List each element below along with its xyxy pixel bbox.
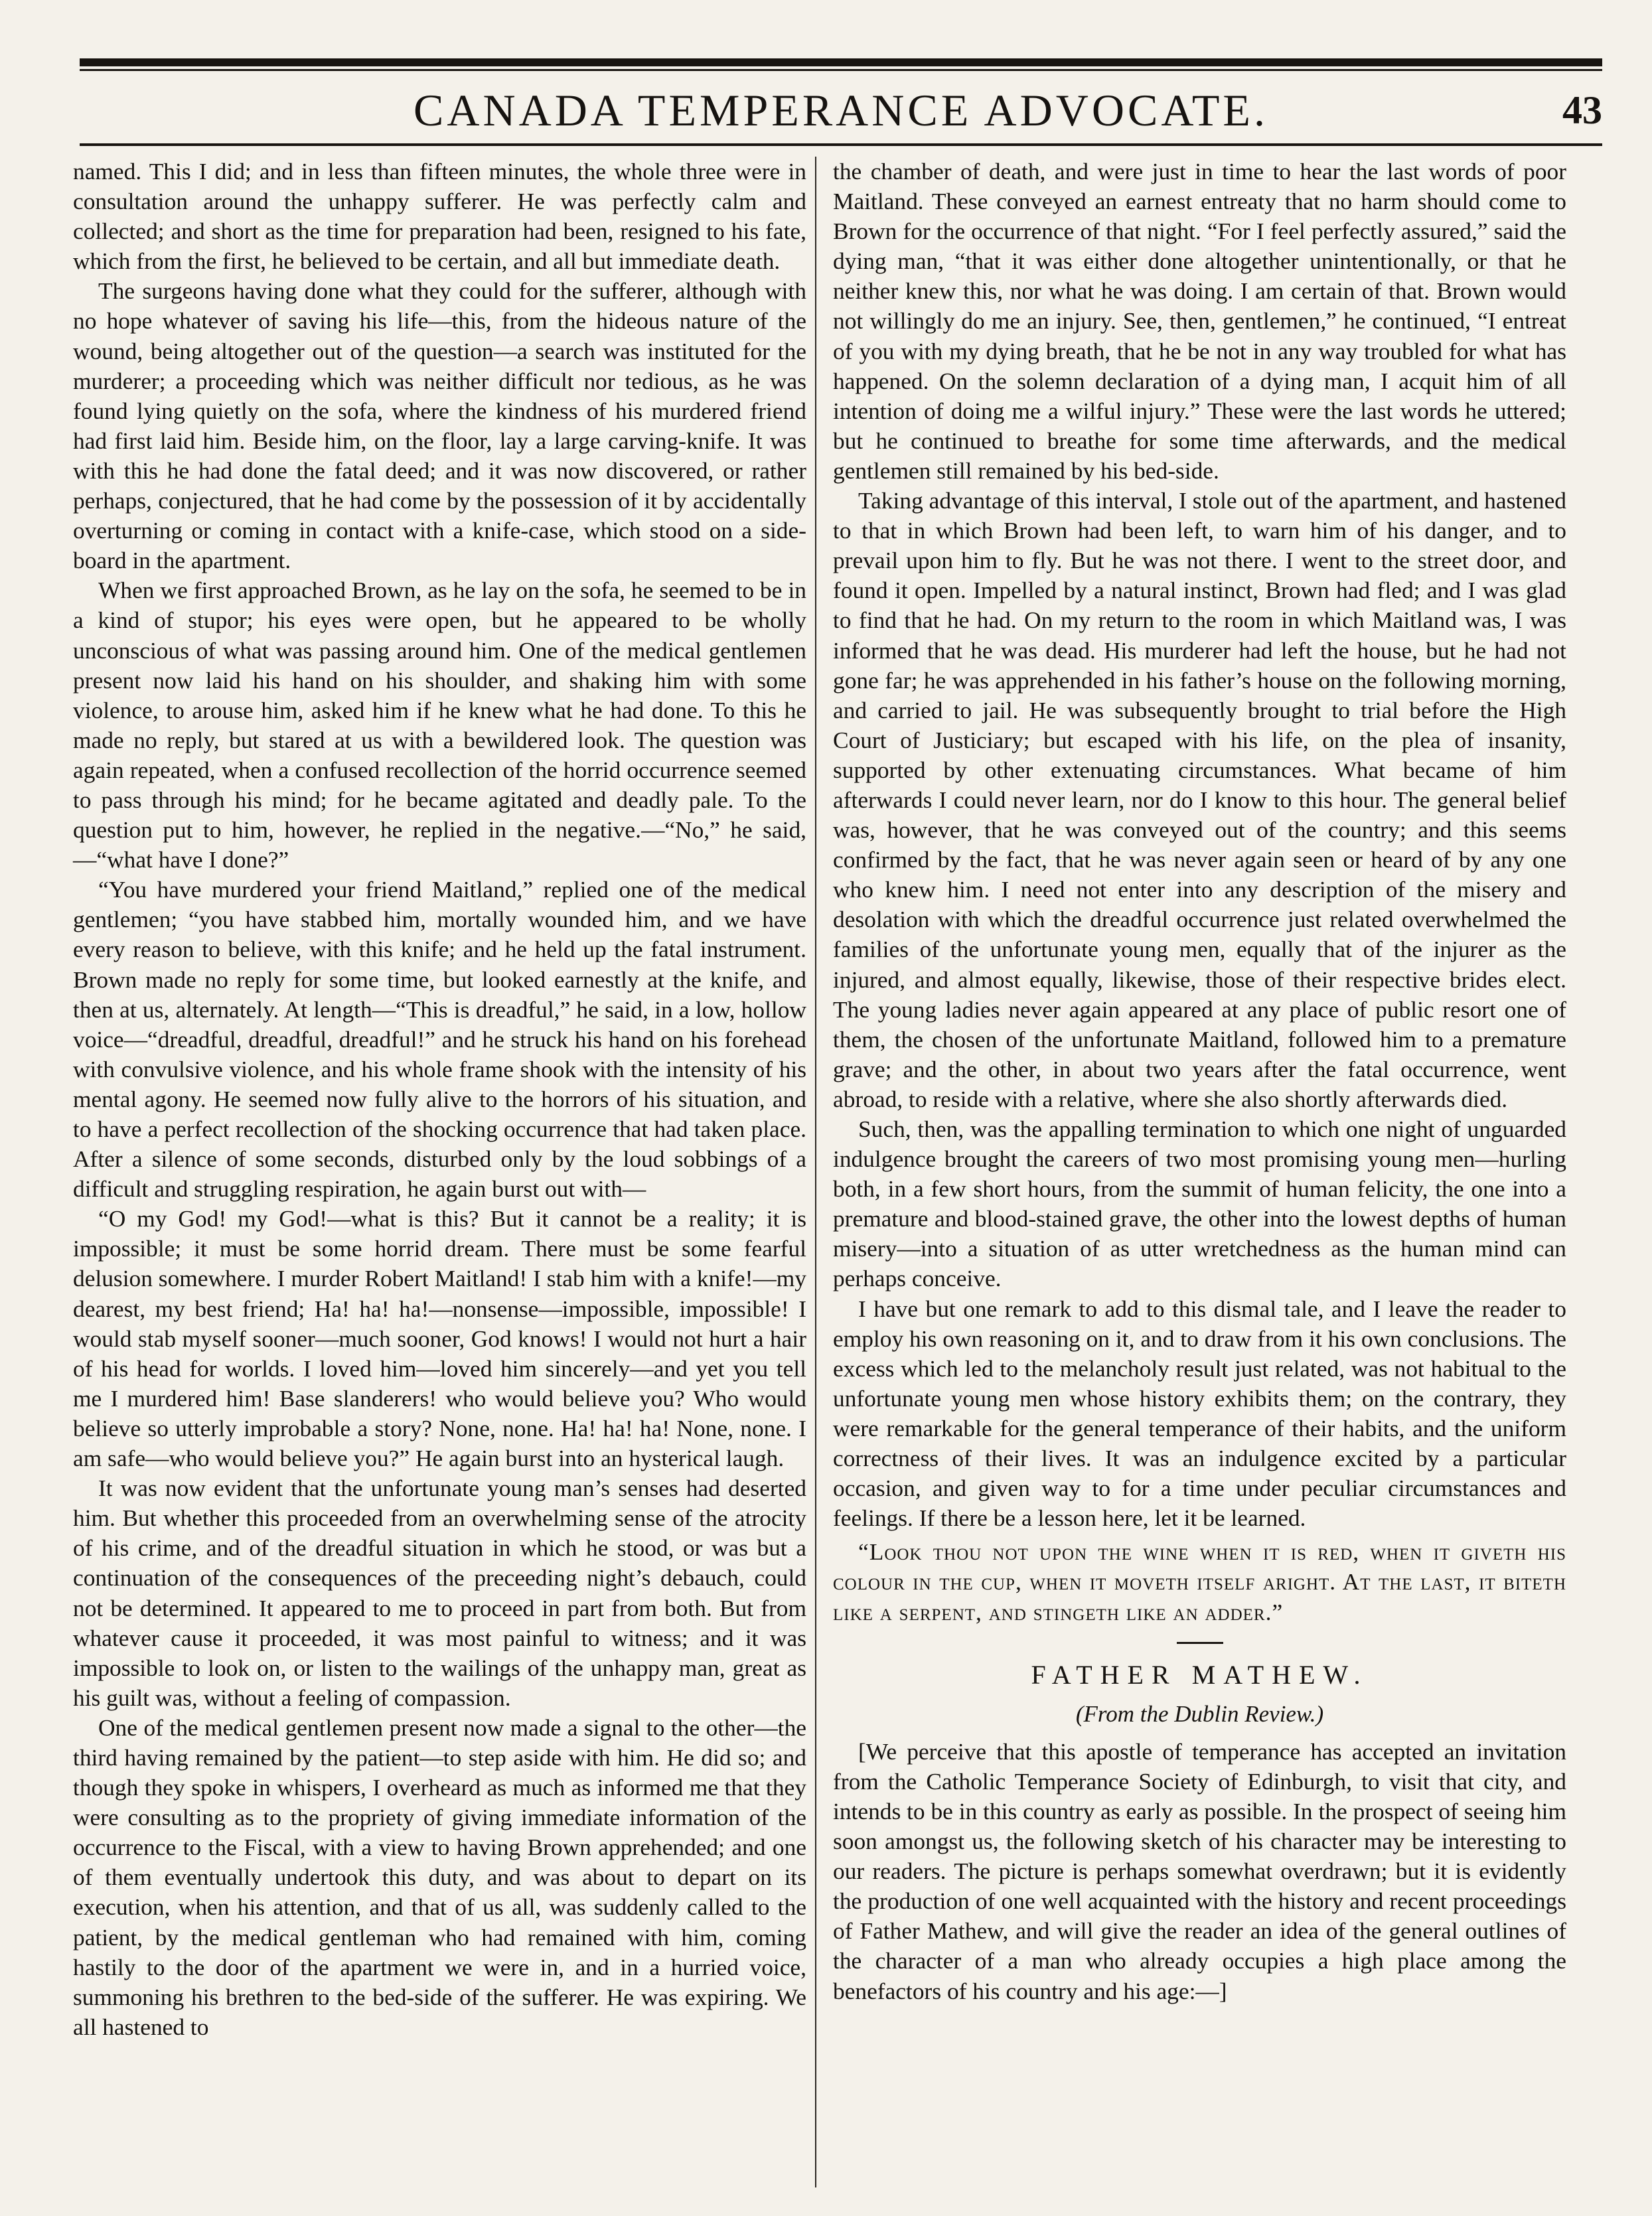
- newspaper-title: CANADA TEMPERANCE ADVOCATE.: [413, 85, 1268, 135]
- column-divider: [815, 157, 816, 2187]
- article-paragraph: I have but one remark to add to this dismal tale, and I leave the reader to employ his own reasoning on it, and to draw from it his own conclusions. The excess which led to the melancholy result just related, was not habitual to the unfortunate young men whose history exhibits them; on the contrary, they were remarkable for the general temperance of their habits, and the uniform correctness of their lives. It was an indulgence excited by a particular occasion, and given way to for a time under peculiar circumstances and feelings. If there be a lesson here, let it be learned.: [833, 1295, 1566, 1532]
- section-source: (From the Dublin Review.): [1075, 1700, 1324, 1727]
- article-paragraph: The surgeons having done what they could for the sufferer, although with no hope whatever of saving his life—this, from the hideous nature of the wound, being altogether out of the question—a search was instituted for the murderer; a proceeding which was neither difficult nor tedious, as he was found lying quietly on the sofa, where the kindness of his murdered friend had first laid him. Beside him, on the floor, lay a large carving-knife. It was with this he had done the fatal deed; and it was now discovered, or rather perhaps, conjectured, that he had come by the possession of it by accidentally overturning or coming in contact with a knife-case, which stood on a side-board in the apartment.: [73, 277, 806, 574]
- article-paragraph: the chamber of death, and were just in time to hear the last words of poor Maitland. These conveyed an earnest entreaty that no harm should come to Brown for the occurrence of that night. “For I feel perfectly assured,” said the dying man, “that it was either done altogether unintentionally, or that he neither knew this, nor what he was doing. I am certain of that. Brown would not willingly do me an injury. See, then, gentlemen,” he continued, “I entreat of you with my dying breath, that he be not in any way troubled for what has happened. On the solemn declaration of a dying man, I acquit him of all intention of doing me a wilful injury.” These were the last words he uttered; but he continued to breathe for some time afterwards, and the medical gentlemen still remained by his bed-side.: [833, 158, 1566, 484]
- masthead-rule: [80, 58, 1602, 66]
- header-rule: [80, 143, 1602, 146]
- page-number: 43: [1562, 88, 1602, 132]
- section-heading: FATHER MATHEW.: [1031, 1659, 1369, 1690]
- article-paragraph: When we first approached Brown, as he lay on the sofa, he seemed to be in a kind of stupor; his eyes were open, but he appeared to be wholly unconscious of what was passing around him. One of the medical gentlemen present now laid his hand on his shoulder, and shaking him with some violence, to arouse him, asked him if he knew what he had done. To this he made no reply, but stared at us with a bewildered look. The question was again repeated, when a confused recollection of the horrid occurrence seemed to pass through his mind; for he became agitated and deadly pale. To the question put to him, however, he replied in the negative.—“No,” he said,—“what have I done?”: [73, 577, 806, 873]
- article-paragraph: [We perceive that this apostle of temperance has accepted an invitation from the Catholic Temperance Society of Edinburgh, to visit that city, and intends to be in this country as early as possible. In the prospect of seeing him soon amongst us, the following sketch of his character may be interesting to our readers. The picture is perhaps somewhat overdrawn; but it is evidently the production of one well acquainted with the history and recent proceedings of Father Mathew, and will give the reader an idea of the general outlines of the character of a man who already occupies a high place among the benefactors of his country and his age:—]: [833, 1737, 1566, 2004]
- article-paragraph: “You have murdered your friend Maitland,” replied one of the medical gentlemen; “you have stabbed him, mortally wounded him, and we have every reason to believe, with this knife; and he held up the fatal instrument. Brown made no reply for some time, but looked earnestly at the knife, and then at us, alternately. At length—“This is dreadful,” he said, in a low, hollow voice—“dreadful, dreadful, dreadful!” and he struck his hand on his forehead with convulsive violence, and his whole frame shook with the intensity of his mental agony. He seemed now fully alive to the horrors of his situation, and to have a perfect recollection of the shocking occurrence that had taken place. After a silence of some seconds, disturbed only by the loud sobbings of a difficult and struggling respiration, he again burst out with—: [73, 876, 806, 1203]
- article-paragraph: “O my God! my God!—what is this? But it cannot be a reality; it is impossible; it must be some horrid dream. There must be some fearful delusion somewhere. I murder Robert Maitland! I stab him with a knife!—my dearest, my best friend; Ha! ha! ha!—nonsense—impossible, impossible! I would stab myself sooner—much sooner, God knows! I would not hurt a hair of his head for worlds. I loved him—loved him sincerely—and yet you tell me I murdered him! Base slanderers! who would believe you? Who would believe so utterly improbable a story? None, none. Ha! ha! ha! None, none. I am safe—who would believe you?” He again burst into an hysterical laugh.: [73, 1205, 806, 1472]
- right-column: [833, 157, 1566, 2006]
- article-paragraph: It was now evident that the unfortunate young man’s senses had deserted him. But whether this proceeded from an overwhelming sense of the atrocity of his crime, and of the dreadful situation in which he stood, or was but a continuation of the consequences of the preceeding night’s debauch, could not be determined. It appeared to me to proceed in part from both. But from whatever cause it proceeded, it was most painful to witness; and it was impossible to look on, or listen to the wailings of the unhappy man, great as his guilt was, without a feeling of compassion.: [73, 1475, 806, 1711]
- article-paragraph: Taking advantage of this interval, I stole out of the apartment, and hastened to that in which Brown had been left, to warn him of his danger, and to prevail upon him to fly. But he was not there. I went to the street door, and found it open. Impelled by a natural instinct, Brown had fled; and I was glad to find that he had. On my return to the room in which Maitland was, I was informed that he was dead. His murderer had left the house, but he had not gone far; he was apprehended in his father’s house on the following morning, and carried to jail. He was subsequently brought to trial before the High Court of Justiciary; but escaped with his life, on the plea of insanity, supported by other extenuating circumstances. What became of him afterwards I could never learn, nor do I know to this hour. The general belief was, however, that he was conveyed out of the country; and this seems confirmed by the fact, that he was never again seen or heard of by any one who knew him. I need not enter into any description of the misery and desolation with which the dreadful occurrence just related overwhelmed the families of the unfortunate young men, equally that of the injurer as the injured, and almost equally, likewise, those of their respective brides elect. The young ladies never again appeared at any place of public resort one of them, the chosen of the unfortunate Maitland, followed him to a premature grave; and the other, in about two years after the fatal occurrence, went abroad, to reside with a relative, where she also shortly afterwards died.: [833, 487, 1566, 1112]
- masthead-rule-thin: [80, 69, 1602, 71]
- article-paragraph: Such, then, was the appalling termination to which one night of unguarded indulgence brought the careers of two most promising young men—hurling both, in a few short hours, from the summit of human felicity, the one into a premature and blood-stained grave, the other into the lowest depths of human misery—into a situation of as utter wretchedness as the human mind can perhaps conceive.: [833, 1116, 1566, 1292]
- page-header: [80, 80, 1602, 141]
- section-separator: [1177, 1642, 1223, 1644]
- article-paragraph: named. This I did; and in less than fifteen minutes, the whole three were in consultation around the unhappy sufferer. He was perfectly calm and collected; and short as the time for preparation had been, resigned to his fate, which from the first, he believed to be certain, and all but immediate death.: [73, 158, 806, 275]
- article-paragraph: One of the medical gentlemen present now made a signal to the other—the third having remained by the patient—to step aside with him. He did so; and though they spoke in whispers, I overheard as much as informed me that they were consulting as to the propriety of giving immediate information of the occurrence to the Fiscal, with a view to having Brown apprehended; and one of them eventually undertook this duty, and was about to depart on its execution, when his attention, and that of us all, was suddenly called to the patient, by the medical gentleman who had remained with him, coming hastily to the door of the apartment we were in, and in a hurried voice, summoning his brethren to the bed-side of the sufferer. He was expiring. We all hastened to: [73, 1714, 806, 2040]
- left-column: [73, 157, 806, 2042]
- scripture-quote: “Look thou not upon the wine when it is red, when it giveth his colour in the cup, when it moveth itself aright. At the last, it biteth like a serpent, and stingeth like an adder.”: [833, 1538, 1566, 1625]
